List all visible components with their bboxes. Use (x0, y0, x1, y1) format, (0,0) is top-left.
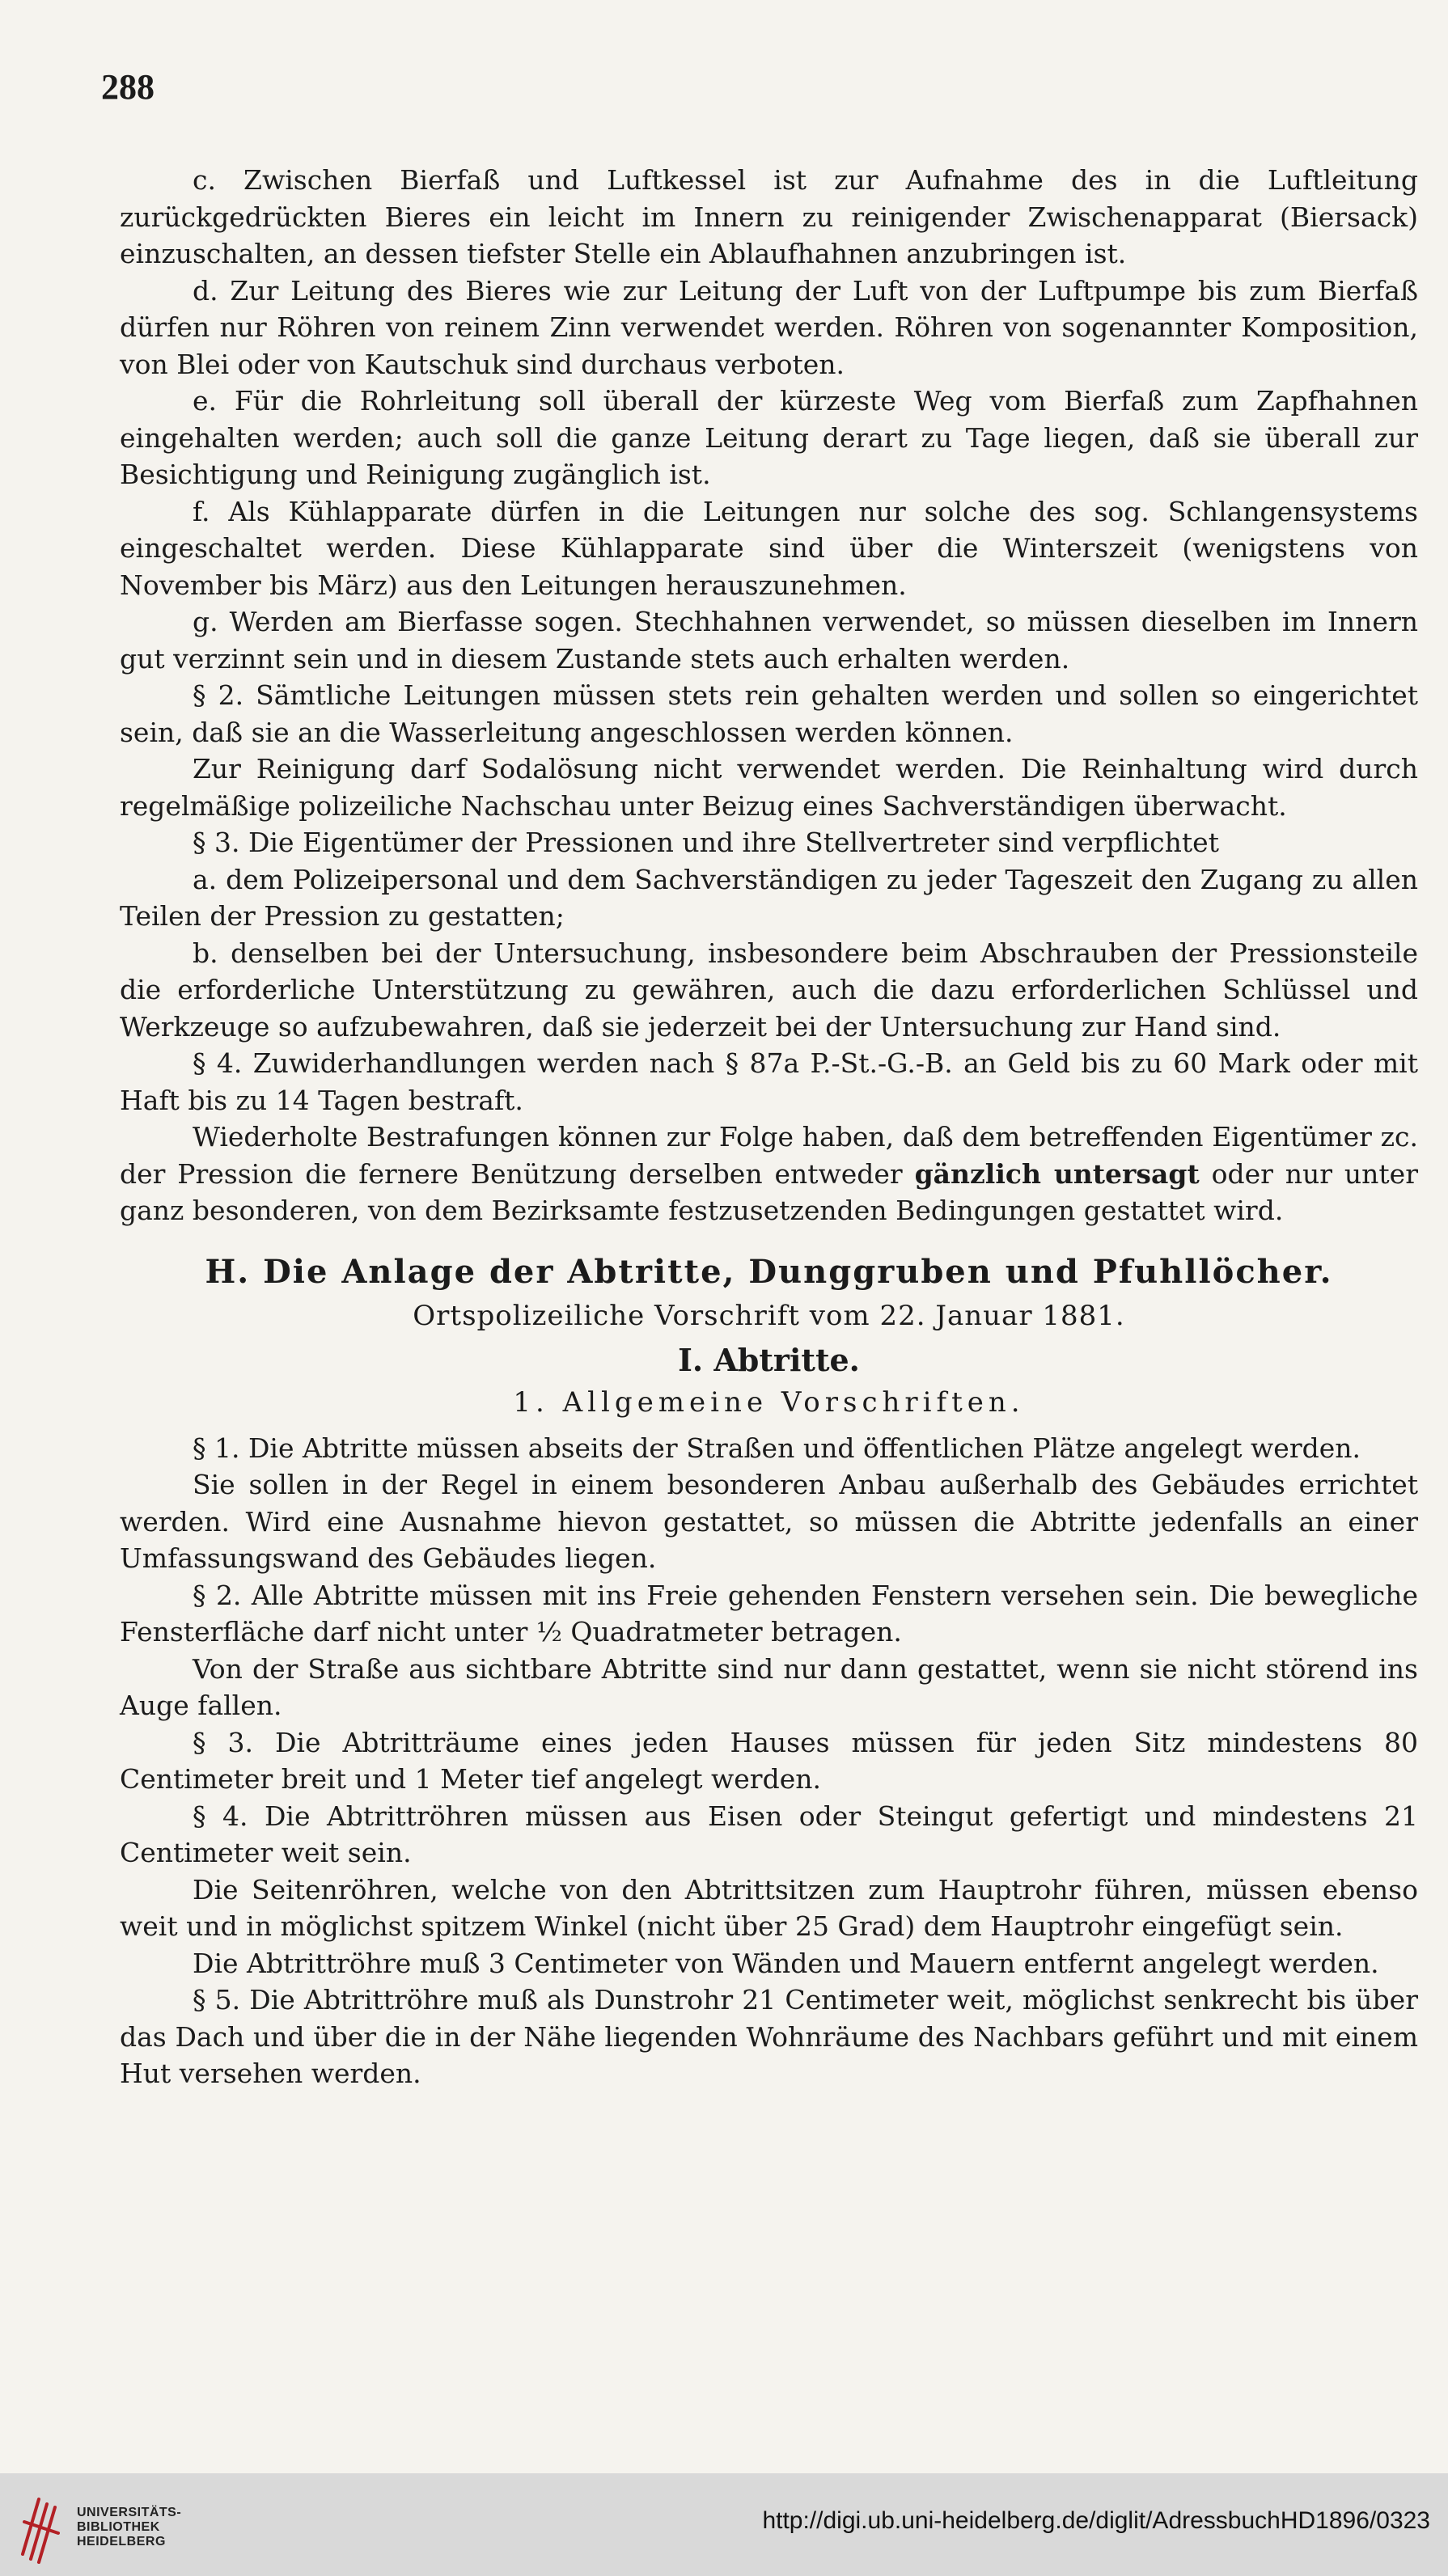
paragraph-penalty (120, 1119, 1418, 1229)
paragraph: a. dem Polizeipersonal und dem Sachverständigen zu jeder Tageszeit den Zugang zu allen Teilen der Pression zu gestatten; (120, 863, 1418, 932)
part-heading: I. Abtritte. (678, 1341, 860, 1378)
paragraph: f. Als Kühlapparate dürfen in die Leitungen nur solche des sog. Schlangensystems eingeschaltet werden. Diese Kühlapparate sind über die Winterszeit (wenigstens von November bis März) aus den Leitungen herauszunehmen. (120, 495, 1418, 601)
paragraph: § 2. Sämtliche Leitungen müssen stets rein gehalten werden und sollen so eingerichtet sein, daß sie an die Wasserleitung angeschlossen werden können. (120, 679, 1418, 748)
paragraph: e. Für die Rohrleitung soll überall der kürzeste Weg vom Bierfaß zum Zapfhahnen eingehalten werden; auch soll die ganze Leitung derart zu Tage liegen, daß sie überall zur Besichtigung und Reinigung zugänglich ist. (120, 385, 1418, 490)
page-body (120, 162, 1418, 2092)
paragraph: Von der Straße aus sichtbare Abtritte sind nur dann gestattet, wenn sie nicht störend ins Auge fallen. (120, 1652, 1418, 1721)
paragraph: § 2. Alle Abtritte müssen mit ins Freie gehenden Fenstern versehen sein. Die bewegliche Fensterfläche darf nicht unter ½ Quadratmeter betragen. (120, 1579, 1418, 1648)
paragraph: Sie sollen in der Regel in einem besonderen Anbau außerhalb des Gebäudes errichtet werden. Wird eine Ausnahme hievon gestattet, so müssen die Abtritte jedenfalls an einer Umfassungswand des Gebäudes liegen. (120, 1469, 1418, 1574)
subsection-heading: 1. Allgemeine Vorschriften. (513, 1386, 1025, 1419)
ordinance-title: Ortspolizeiliche Vorschrift vom 22. Januar 1881. (413, 1300, 1125, 1332)
page-number: 288 (101, 67, 155, 107)
university-logo-icon (18, 2489, 63, 2564)
library-name-line: HEIDELBERG (77, 2535, 166, 2549)
paragraph-text: Wiederholte Bestrafungen können zur Folge haben, daß dem betreffenden Eigentümer zc. der Pression die fernere Benützung derselben entweder (120, 1121, 1418, 1190)
paragraph: Die Abtrittröhre muß 3 Centimeter von Wänden und Mauern entfernt angelegt werden. (193, 1947, 1379, 1979)
paragraph: § 3. Die Abtritträume eines jeden Hauses müssen für jeden Sitz mindestens 80 Centimeter breit und 1 Meter tief angelegt werden. (120, 1726, 1418, 1795)
paragraph: § 1. Die Abtritte müssen abseits der Straßen und öffentlichen Plätze angelegt werden. (193, 1432, 1361, 1464)
source-url-link[interactable]: http://digi.ub.uni-heidelberg.de/diglit/AdressbuchHD1896/0323 (762, 2507, 1430, 2534)
paragraph: d. Zur Leitung des Bieres wie zur Leitung der Luft von der Luftpumpe bis zum Bierfaß dürfen nur Röhren von reinem Zinn verwendet werden. Röhren von sogenannter Komposition, von Blei oder von Kautschuk sind durchaus verboten. (120, 274, 1418, 380)
paragraph: g. Werden am Bierfasse sogen. Stechhahnen verwendet, so müssen dieselben im Innern gut verzinnt sein und in diesem Zustande stets auch erhalten werden. (120, 606, 1418, 675)
library-name (77, 2506, 181, 2549)
section-heading: H. Die Anlage der Abtritte, Dunggruben und Pfuhllöcher. (205, 1252, 1333, 1291)
paragraph: § 3. Die Eigentümer der Pressionen und ihre Stellvertreter sind verpflichtet (193, 827, 1219, 858)
library-name-line: BIBLIOTHEK (77, 2520, 160, 2534)
paragraph: § 5. Die Abtrittröhre muß als Dunstrohr 21 Centimeter weit, möglichst senkrecht bis über das Dach und über die in der Nähe liegenden Wohnräume des Nachbars geführt und mit einem Hut versehen werden. (120, 1984, 1418, 2089)
paragraph: § 4. Die Abtrittröhren müssen aus Eisen oder Steingut gefertigt und mindestens 21 Centimeter weit sein. (120, 1800, 1418, 1868)
paragraph: § 4. Zuwiderhandlungen werden nach § 87a P.-St.-G.-B. an Geld bis zu 60 Mark oder mit Haft bis zu 14 Tagen bestraft. (120, 1047, 1418, 1116)
paragraph: Zur Reinigung darf Sodalösung nicht verwendet werden. Die Reinhaltung wird durch regelmäßige polizeiliche Nachschau unter Beizug eines Sachverständigen überwacht. (120, 753, 1418, 822)
paragraph: c. Zwischen Bierfaß und Luftkessel ist zur Aufnahme des in die Luftleitung zurückgedrückten Bieres ein leicht im Innern zu reinigender Zwischenapparat (Biersack) einzuschalten, an dessen tiefster Stelle ein Ablaufhahnen anzubringen ist. (120, 164, 1418, 269)
emphasis-text: gänzlich untersagt (914, 1157, 1200, 1190)
paragraph-text: oder nur unter ganz besonderen, von dem Bezirksamte festzusetzenden Bedingungen gestattet wird. (120, 1157, 1418, 1226)
library-name-line: UNIVERSITÄTS- (77, 2506, 182, 2519)
paragraph: b. denselben bei der Untersuchung, insbesondere beim Abschrauben der Pressionsteile die erforderliche Unterstützung zu gewähren, auch die dazu erforderlichen Schlüssel und Werkzeuge so aufzubewahren, daß sie jederzeit bei der Untersuchung zur Hand sind. (120, 937, 1418, 1043)
footer-bar (0, 2473, 1448, 2576)
paragraph: Die Seitenröhren, welche von den Abtrittsitzen zum Hauptrohr führen, müssen ebenso weit und in möglichst spitzem Winkel (nicht über 25 Grad) dem Hauptrohr eingefügt sein. (120, 1873, 1418, 1942)
